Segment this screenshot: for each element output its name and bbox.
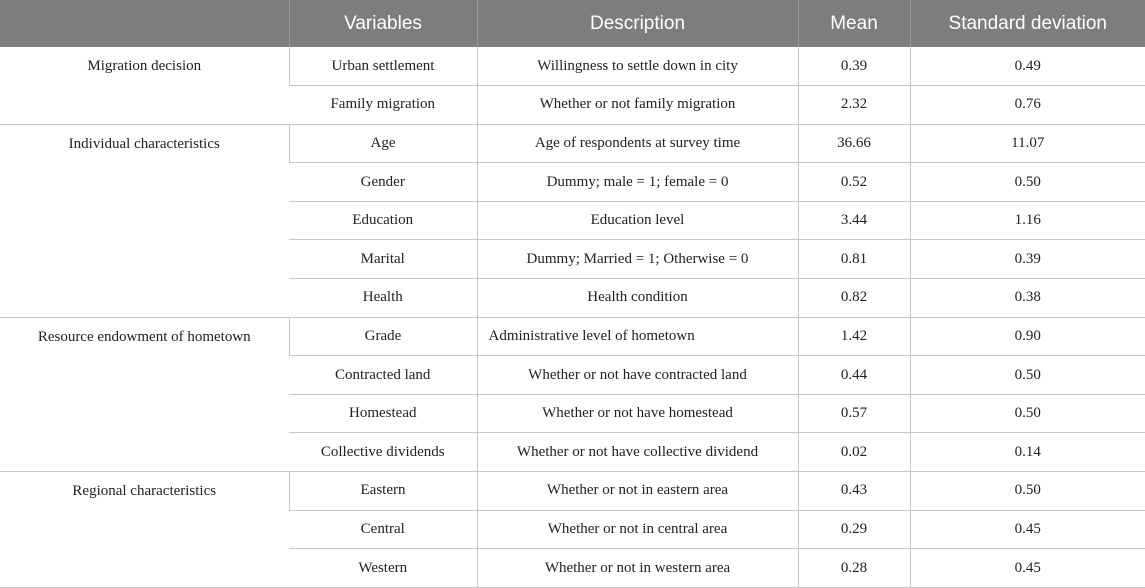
variable-cell: Age [289,124,477,163]
mean-cell: 0.82 [798,279,910,318]
mean-cell: 2.32 [798,86,910,125]
variable-cell: Marital [289,240,477,279]
description-cell: Whether or not have homestead [477,394,798,433]
mean-cell: 1.42 [798,317,910,356]
variable-cell: Health [289,279,477,318]
variable-cell: Grade [289,317,477,356]
mean-cell: 0.81 [798,240,910,279]
sd-cell: 0.49 [910,47,1145,86]
variable-cell: Central [289,510,477,549]
mean-cell: 36.66 [798,124,910,163]
variable-cell: Western [289,549,477,588]
table-row [0,47,1145,86]
sd-cell: 0.50 [910,163,1145,202]
sd-cell: 0.90 [910,317,1145,356]
description-cell: Education level [477,201,798,240]
sd-cell: 0.50 [910,472,1145,511]
sd-cell: 0.45 [910,510,1145,549]
description-cell: Whether or not have contracted land [477,356,798,395]
sd-cell: 11.07 [910,124,1145,163]
table-row [0,124,1145,163]
variable-cell: Family migration [289,86,477,125]
description-cell: Whether or not family migration [477,86,798,125]
header-mean: Mean [798,0,910,47]
table-header [0,0,1145,47]
sd-cell: 0.39 [910,240,1145,279]
description-cell: Willingness to settle down in city [477,47,798,86]
description-cell: Whether or not have collective dividend [477,433,798,472]
description-cell: Administrative level of hometown [477,317,798,356]
description-cell: Health condition [477,279,798,318]
table-row [0,317,1145,356]
variable-cell: Eastern [289,472,477,511]
header-variables: Variables [289,0,477,47]
sd-cell: 0.14 [910,433,1145,472]
sd-cell: 0.76 [910,86,1145,125]
sd-cell: 0.50 [910,394,1145,433]
variable-cell: Homestead [289,394,477,433]
mean-cell: 0.28 [798,549,910,588]
group-label: Migration decision [0,47,289,124]
mean-cell: 0.57 [798,394,910,433]
variable-cell: Urban settlement [289,47,477,86]
header-standard-deviation: Standard deviation [910,0,1145,47]
description-cell: Age of respondents at survey time [477,124,798,163]
table-row [0,472,1145,511]
mean-cell: 0.43 [798,472,910,511]
mean-cell: 0.39 [798,47,910,86]
sd-cell: 0.45 [910,549,1145,588]
mean-cell: 0.02 [798,433,910,472]
variable-cell: Collective dividends [289,433,477,472]
header-row [0,0,1145,47]
description-cell: Dummy; male = 1; female = 0 [477,163,798,202]
sd-cell: 0.38 [910,279,1145,318]
description-cell: Dummy; Married = 1; Otherwise = 0 [477,240,798,279]
group-label: Resource endowment of hometown [0,317,289,471]
mean-cell: 0.52 [798,163,910,202]
variable-cell: Contracted land [289,356,477,395]
description-cell: Whether or not in central area [477,510,798,549]
variable-cell: Education [289,201,477,240]
description-cell: Whether or not in eastern area [477,472,798,511]
header-description: Description [477,0,798,47]
sd-cell: 0.50 [910,356,1145,395]
table-body [0,47,1145,587]
variable-cell: Gender [289,163,477,202]
mean-cell: 0.29 [798,510,910,549]
sd-cell: 1.16 [910,201,1145,240]
mean-cell: 3.44 [798,201,910,240]
header-category [0,0,289,47]
description-cell: Whether or not in western area [477,549,798,588]
group-label: Regional characteristics [0,472,289,588]
group-label: Individual characteristics [0,124,289,317]
mean-cell: 0.44 [798,356,910,395]
